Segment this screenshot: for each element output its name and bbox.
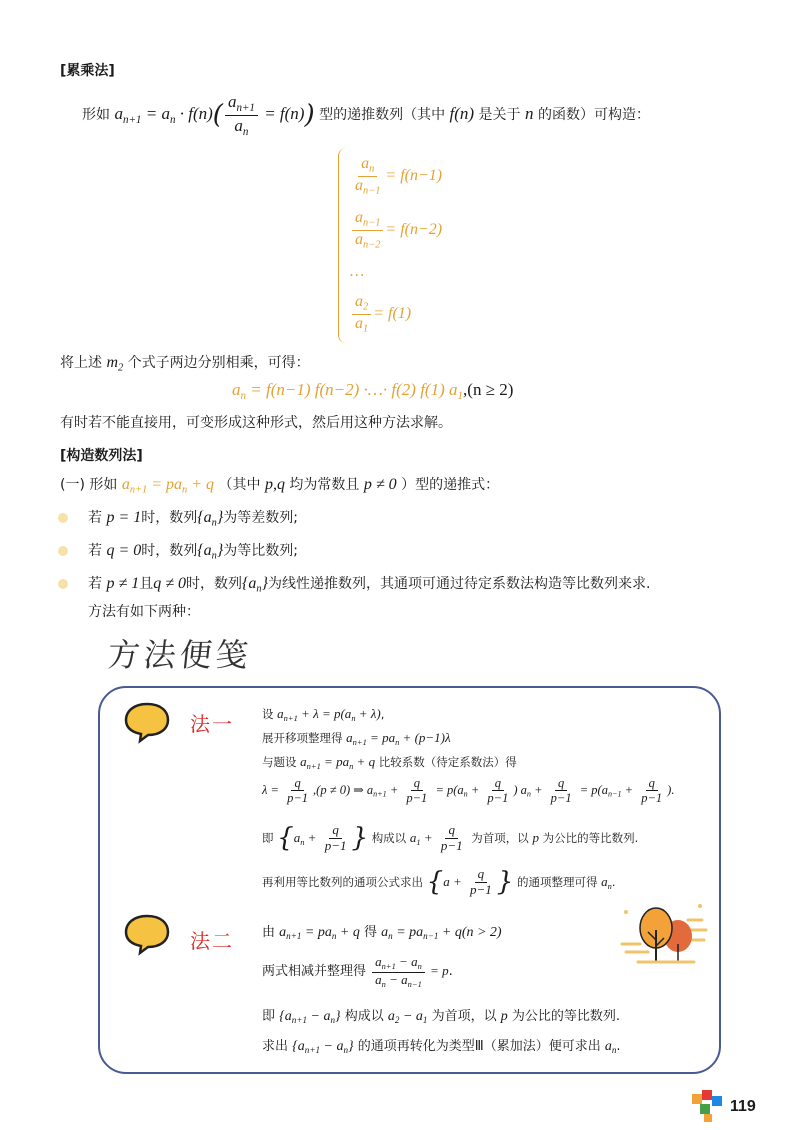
method-2-line-2: 两式相减并整理得 $\frac{a_{n+1} - a_n}{a_n - a_{n-1}}$ = p.: [262, 954, 453, 989]
product-result-formula: $a_n = f(n-1)$ f(n−2) ·…· f(2) f(1) $a_1,(n \ge 2)$: [232, 380, 514, 402]
speech-bubble-icon: [122, 912, 172, 956]
publisher-logo-icon: [690, 1088, 724, 1124]
method-1-line-2: 展开移项整理得 $a_{n+1} = pa_n + (p-1)\lambda$: [262, 730, 451, 747]
method-1-line-6: 再利用等比数列的通项公式求出 {a + $\frac{q}{p-1}$ } 的通项整理可得 $a_n$.: [262, 866, 616, 898]
system-line-1: = f(n−1): [385, 167, 443, 184]
method-1-line-3: 与题设 $a_{n+1} = pa_n + q$ 比较系数（待定系数法）得: [262, 754, 517, 771]
method-2-line-4: 求出 $\{a_{n+1} - a_n\}$ 的通项再转化为类型Ⅲ（累加法）便可求出 $a_n$.: [262, 1039, 621, 1056]
method-2-line-1: 由 $a_{n+1} = pa_n + q$ 得 $a_n = pa_{n-1} + q(n > 2)$: [262, 925, 502, 942]
system-line-ellipsis: …: [350, 263, 365, 280]
handwritten-title: 方法便笺: [105, 636, 254, 674]
page-number: 119: [730, 1098, 756, 1115]
section-heading-cumulative-product: [累乘法]: [60, 63, 115, 79]
method-2-label: 法二: [190, 929, 234, 953]
multiply-instruction: 将上述 $m_2$ 个式子两边分别相乘，可得：: [60, 354, 310, 374]
bullet-dot: [58, 513, 68, 523]
method-1-line-5: 即 {$a_n$ + $\frac{q}{p-1}$ } 构成以 $a_1$ + $\frac{q}{p-1}$ 为首项，以 p 为公比的等比数列.: [262, 822, 639, 854]
bullet-case-general: 若 p ≠ 1且q ≠ 0时，数列$\{a_n\}$为线性递推数列，其通项可通过待定系数法构造等比数列来求.: [88, 575, 651, 595]
method-2-line-3: 即 $\{a_{n+1} - a_n\}$ 构成以 $a_2 - a_1$ 为首项，以 p 为公比的等比数列.: [262, 1009, 621, 1026]
linear-recurrence-form: (一) 形如 $a_{n+1} = pa_n + q$ （其中 p,q 均为常数且 p ≠ 0 ）型的递推式：: [60, 476, 500, 496]
equation-system: $\frac{a_n}{a_{n-1}}$ = f(n−1) $\frac{a_{n-1}}{a_{n-2}}$ = f(n−2) … $\frac{a_2}{a_1}$ = f(1): [350, 154, 443, 335]
method-1-line-1: 设 $a_{n+1} + \lambda = p(a_n + \lambda)$,: [262, 706, 385, 723]
system-line-2: = f(n−2): [385, 221, 443, 238]
method-1-label: 法一: [190, 712, 234, 736]
bullet-dot: [58, 579, 68, 589]
system-line-last: = f(1): [373, 305, 412, 322]
methods-intro: 方法有如下两种：: [88, 604, 200, 620]
section-heading-construct-sequence: [构造数列法]: [60, 448, 143, 464]
method-1-lambda-derivation: λ = $\frac{q}{p-1}$ ,(p ≠ 0) ⇒ $a_{n+1}$ + $\frac{q}{p-1}$ = $p(a_n$ + $\frac{q}{p-1}$ ) $a_n$ + $\frac{q}{p-1}$ = $p(a_{n-1}$ + $\frac{q}{p-1}$ ).: [262, 776, 675, 806]
bullet-dot: [58, 546, 68, 556]
speech-bubble-icon: [122, 700, 172, 744]
formula-recurrence: $a_{n+1} = a_n \cdot f(n)$( $\frac{a_{n+1}}{a_n}$ = f(n)): [114, 92, 315, 138]
bullet-case-p-equals-1: 若 p = 1时，数列$\{a_n\}$为等差数列;: [88, 509, 298, 529]
bullet-case-q-equals-0: 若 q = 0时，数列$\{a_n\}$为等比数列;: [88, 542, 298, 562]
equation-system-brace: [338, 148, 349, 343]
closing-note: 有时若不能直接用，可变形成这种形式，然后用这种方法求解。: [60, 415, 452, 431]
tree-illustration-icon: [618, 900, 710, 970]
intro-prefix: 形如: [82, 106, 110, 123]
recurrence-form-line: 形如 $a_{n+1} = a_n \cdot f(n)$( $\frac{a_{n+1}}{a_n}$ = f(n)) 型的递推数列（其中 f(n) 是关于 n 的函数）可构造：: [82, 92, 650, 138]
